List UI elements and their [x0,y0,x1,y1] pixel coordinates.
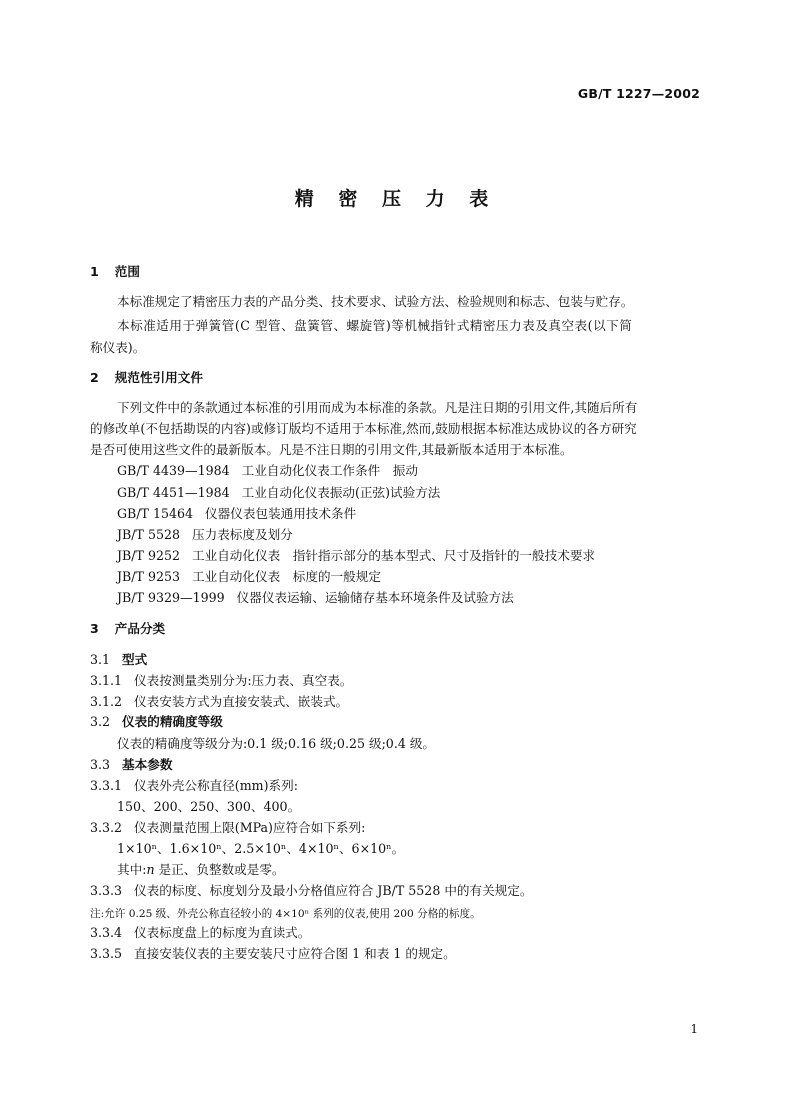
reference-title: 压力表标度及划分 [192,527,293,542]
clause-number: 3.2 [90,714,111,729]
clause-text: 仪表安装方式为直接安装式、嵌装式。 [134,694,349,709]
clause-text: 仪表外壳公称直径(mm)系列: [134,778,298,793]
variable-n: n [146,862,155,877]
clause-number: 3.1.1 [90,673,123,688]
reference-item [117,548,595,564]
clause-3-3-4 [90,925,310,941]
definition-prefix: 其中: [117,862,147,877]
clause-title: 基本参数 [122,757,173,772]
definition-text: 是正、负整数或是零。 [154,862,285,877]
clause-text: 直接安装仪表的主要安装尺寸应符合图 1 和表 1 的规定。 [134,946,456,961]
accuracy-classes-text: 仪表的精确度等级分为:0.1 级;0.16 级;0.25 级;0.4 级。 [117,736,436,751]
section-title: 产品分类 [114,621,166,636]
section-title: 规范性引用文件 [114,370,203,385]
reference-code: GB/T 4439—1984 [117,463,230,478]
reference-title: 工业自动化仪表 指针指示部分的基本型式、尺寸及指针的一般技术要求 [192,548,595,563]
clause-text: 仪表测量范围上限(MPa)应符合如下系列: [134,820,366,835]
clause-3-1 [90,652,147,668]
scope-paragraph-2-line-2: 称仪表)。 [90,340,146,355]
page-number: 1 [690,1022,698,1036]
reference-item [117,569,381,585]
clause-number: 3.3 [90,757,111,772]
reference-code: JB/T 5528 [117,527,180,542]
section-title: 范围 [114,264,140,279]
clause-text: 仪表按测量类别分为:压力表、真空表。 [134,673,353,688]
reference-code: JB/T 9329—1999 [117,590,225,605]
section-number: 2 [90,370,99,385]
section-number: 1 [90,264,99,279]
diameter-series-values: 150、200、250、300、400。 [117,799,301,814]
clause-3-3-1 [90,778,298,794]
reference-title: 工业自动化仪表振动(正弦)试验方法 [241,485,441,500]
section-number: 3 [90,621,99,636]
clause-3-3-2 [90,820,365,836]
clause-3-2 [90,714,223,730]
clause-3-1-1 [90,673,352,689]
clause-number: 3.3.4 [90,925,123,940]
scope-paragraph-1: 本标准规定了精密压力表的产品分类、技术要求、试验方法、检验规则和标志、包装与贮存。 [117,294,634,309]
clause-3-3-3 [90,883,533,899]
note: 注:允许 0.25 级、外壳公称直径较小的 4×10ⁿ 系列的仪表,使用 200 分格的标度。 [90,908,481,920]
clause-number: 3.1.2 [90,694,123,709]
section-3-heading [90,621,165,637]
clause-text: 仪表标度盘上的标度为直读式。 [134,925,311,940]
clause-3-3 [90,757,172,773]
reference-title: 仪器仪表包装通用技术条件 [205,506,357,521]
reference-item [117,485,440,501]
reference-item [117,506,356,522]
reference-title: 工业自动化仪表 标度的一般规定 [192,569,381,584]
references-intro-line-1: 下列文件中的条款通过本标准的引用而成为本标准的条款。凡是注日期的引用文件,其随后所有 [117,400,638,415]
clause-number: 3.3.5 [90,946,123,961]
clause-number: 3.3.1 [90,778,123,793]
references-intro-line-3: 是否可使用这些文件的最新版本。凡是不注日期的引用文件,其最新版本适用于本标准。 [90,442,573,457]
references-intro-line-2: 的修改单(不包括勘误的内容)或修订版均不适用于本标准,然而,鼓励根据本标准达成协议的各方研究 [90,421,637,436]
reference-item [117,463,418,479]
reference-code: GB/T 4451—1984 [117,485,230,500]
clause-title: 仪表的精确度等级 [122,714,223,729]
clause-title: 型式 [122,652,148,667]
reference-code: JB/T 9252 [117,548,180,563]
range-series-values: 1×10ⁿ、1.6×10ⁿ、2.5×10ⁿ、4×10ⁿ、6×10ⁿ。 [117,841,405,856]
clause-number: 3.3.2 [90,820,123,835]
clause-number: 3.1 [90,652,111,667]
reference-item [117,527,293,543]
section-2-heading [90,370,203,386]
clause-3-3-5 [90,946,456,962]
scope-paragraph-2-line-1: 本标准适用于弹簧管(C 型管、盘簧管、螺旋管)等机械指针式精密压力表及真空表(以下简 [117,318,633,333]
standard-code: GB/T 1227—2002 [577,86,700,101]
clause-number: 3.3.3 [90,883,123,898]
reference-title: 仪器仪表运输、运输储存基本环境条件及试验方法 [236,590,514,605]
reference-code: GB/T 15464 [117,506,194,521]
clause-text: 仪表的标度、标度划分及最小分格值应符合 JB/T 5528 中的有关规定。 [134,883,533,898]
reference-code: JB/T 9253 [117,569,180,584]
section-1-heading [90,264,140,280]
clause-3-1-2 [90,694,348,710]
document-title: 精 密 压 力 表 [294,188,498,210]
reference-item [117,590,514,606]
range-series-definition [117,862,285,878]
reference-title: 工业自动化仪表工作条件 振动 [241,463,418,478]
